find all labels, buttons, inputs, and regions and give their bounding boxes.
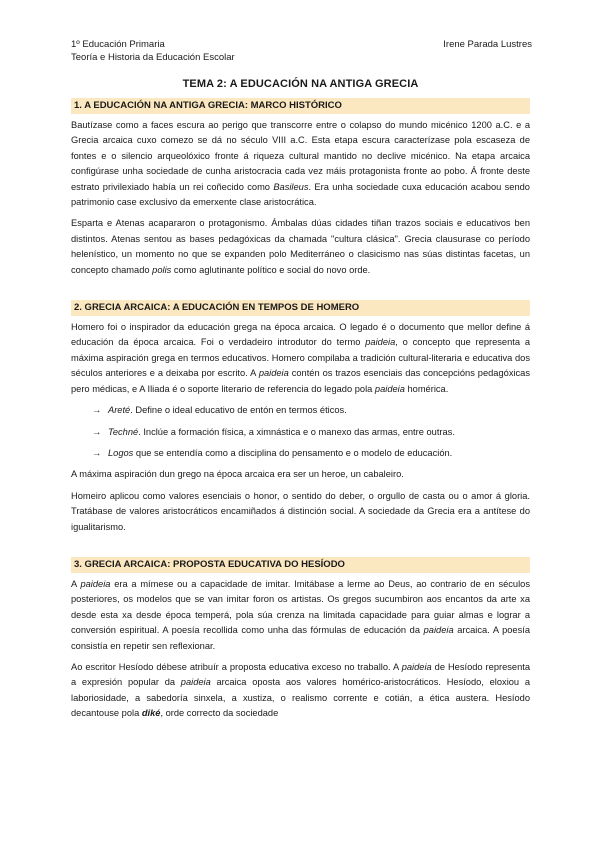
page-header xyxy=(71,38,530,64)
paragraph: Ao escritor Hesíodo débese atribuír a proposta educativa exceso no traballo. A paideia de Hesíodo representa a expresión popular da paideia arcaica oposta aos valores homérico-aristocráticos. Hesíodo, eloxiou a laboriosidade, a sabedoría sinxela, a xustiza, o realismo corrente e cotián, a ética austera. Hesíodo decantouse pola diké, orde correcto da sociedade xyxy=(71,661,531,719)
paragraph: Esparta e Atenas acapararon o protagonismo. Ámbalas dúas cidades tiñan trazos sociais e educativos ben distintos. Atenas sentou as bases pedagóxicas da chamada "cultura clásica". Grecia clausurase co período helenístico, un momento no que se expanden polo Mediterráneo o clasicismo nas súas distintas facetas, un concepto chamado polis como aglutinante político e social do novo orde. xyxy=(71,218,530,275)
paragraph: Bautízase como a faces escura ao perigo que transcorre entre o colapso do mundo micénico 1200 a.C. e a Grecia arcaica cuxo comezo se dá no século VIII a.C. Esta etapa escura caracterízase pola escaseza de fontes e o silencio arqueolóxico fronte á riqueza cultural mantido no declive micénico. Na etapa arcaica configúrase unha sociedade de cunha aristocracia cada vez máis protagonista fronte ao pobo. Á fronte deste estrato privilexiado había un rei coñecido como Basileus. Era unha sociedade cuxa educación acabou sendo patrimonio case exclusivo da emerxente clase aristocrática. xyxy=(71,120,530,208)
arrow-icon: → xyxy=(92,447,102,458)
section-heading-1: 1. A EDUCACIÓN NA ANTIGA GRECIA: MARCO HISTÓRICO xyxy=(71,98,530,114)
course-label: 1º Educación Primaria xyxy=(71,39,165,50)
list-item: → Techné. Inclúe a formación física, a ximnástica e o manexo das armas, entre outras. xyxy=(92,425,530,440)
list-item: → Logos que se entendía como a disciplina do pensamento e o modelo de educación. xyxy=(92,446,530,461)
section-heading-2: 2. GRECIA ARCAICA: A EDUCACIÓN EN TEMPOS DE HOMERO xyxy=(71,300,530,316)
bullet-list xyxy=(71,403,530,461)
paragraph: A paideia era a mímese ou a capacidade de imitar. Imitábase a lerme ao Deus, ao contrario de en séculos posteriores, os modelos que se van imitar foron os artistas. Os gregos sucumbiron aos encantos da arte xa desde esta xa desde época temperá, pola súa crenza na limitada capacidade para guiar almas e lograr a conversión espiritual. A poesía recollida como unha das fórmulas de educación da paideia arcaica. A poesía consistía en repetir sen reflexionar. xyxy=(71,578,531,651)
paragraph: A máxima aspiración dun grego na época arcaica era ser un heroe, un cabaleiro. xyxy=(71,469,404,480)
paragraph: Homeiro aplicou como valores esenciais o honor, o sentido do deber, o orgullo de casta ou o amor á gloria. Tratábase de valores aristocráticos encamiñados á distinción social. A sociedade da Grecia era a antítese do igualitarismo. xyxy=(71,490,530,532)
arrow-icon: → xyxy=(92,426,102,437)
document-page xyxy=(71,38,530,728)
subject-label: Teoría e Historia da Educación Escolar xyxy=(71,52,235,63)
arrow-icon: → xyxy=(92,405,102,416)
author-name: Irene Parada Lustres xyxy=(443,39,532,50)
document-title: TEMA 2: A EDUCACIÓN NA ANTIGA GRECIA xyxy=(182,78,419,90)
list-item: → Areté. Define o ideal educativo de entón en termos éticos. xyxy=(92,403,530,418)
section-heading-3: 3. GRECIA ARCAICA: PROPOSTA EDUCATIVA DO HESÍODO xyxy=(71,557,530,573)
paragraph: Homero foi o inspirador da educación grega na época arcaica. O legado é o documento que mellor define á educación da época arcaica. Foi o verdadeiro introdutor do termo paideia, o concepto que representa a máxima aspiración grega en termos educativos. Homero compilaba a tradición cultural-literaria e educativa dos séculos anteriores e a deixaba por escrito. A paideia contén os trazos esenciais das concepcións pedagóxicas pero médicas, e A Iliada é o soporte literario de referencia do legado pola paideia homérica. xyxy=(71,322,531,394)
